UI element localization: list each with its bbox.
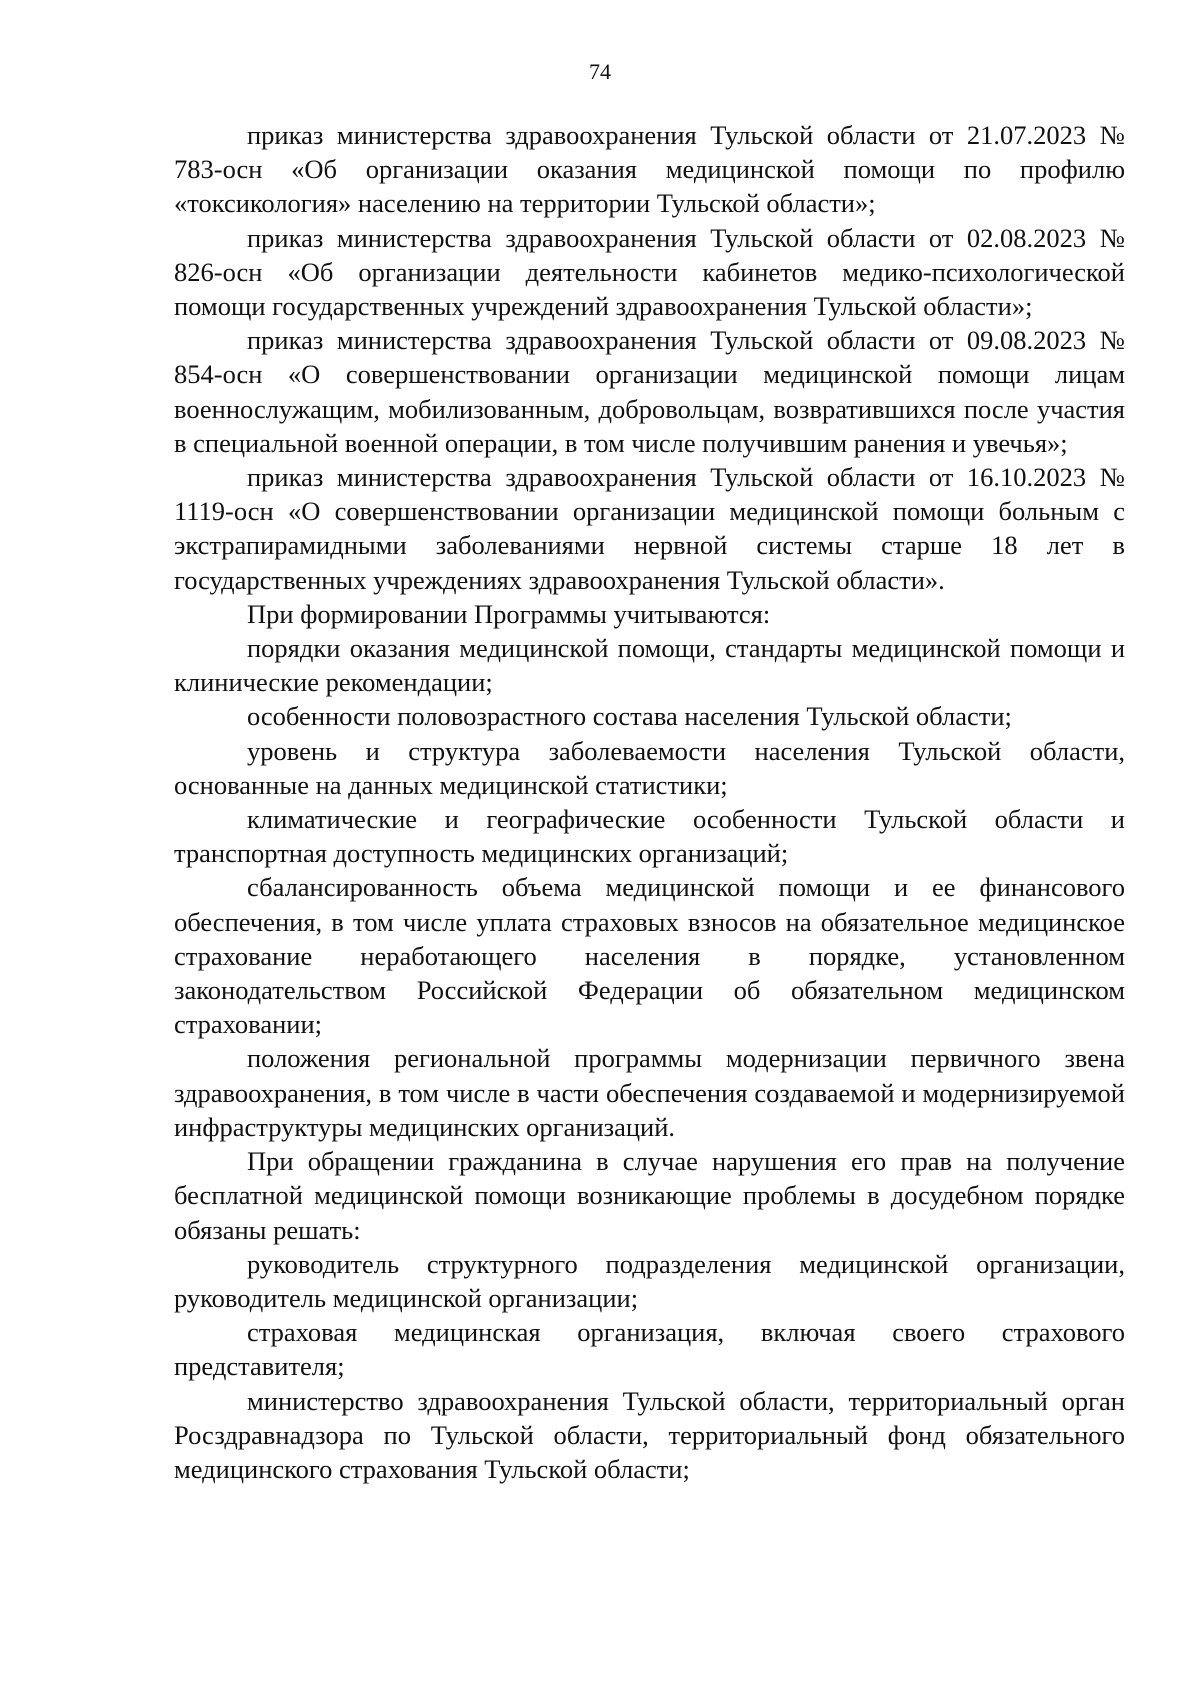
paragraph-factor-geography: климатические и географические особенности Тульской области и транспортная доступность медицинских организаций;	[174, 804, 1125, 869]
paragraph-factor-standards: порядки оказания медицинской помощи, стандарты медицинской помощи и клинические рекомендации;	[174, 633, 1125, 698]
paragraph-complaints-intro: При обращении гражданина в случае нарушения его прав на получение бесплатной медицинской помощи возникающие проблемы в досудебном порядке обязаны решать:	[174, 1146, 1125, 1245]
paragraph-order-854: приказ министерства здравоохранения Тульской области от 09.08.2023 № 854-осн «О совершенствовании организации медицинской помощи лицам военнослужащим, мобилизованным, добровольцам, возвратившихся после участия в специальной военной операции, в том числе получившим ранения и увечья»;	[174, 325, 1125, 458]
paragraph-complaint-authorities: министерство здравоохранения Тульской области, территориальный орган Росздравнадзора по Тульской области, территориальный фонд обязательного медицинского страхования Тульской области;	[174, 1385, 1125, 1484]
paragraph-factor-morbidity: уровень и структура заболеваемости населения Тульской области, основанные на данных медицинской статистики;	[174, 735, 1125, 800]
paragraph-order-826: приказ министерства здравоохранения Тульской области от 02.08.2023 № 826-осн «Об организации деятельности кабинетов медико-психологической помощи государственных учреждений здравоохранения Тульской области»;	[174, 222, 1125, 322]
document-body	[174, 118, 1125, 1486]
paragraph-complaint-insurer: страховая медицинская организация, включая своего страхового представителя;	[174, 1317, 1125, 1382]
paragraph-order-783: приказ министерства здравоохранения Тульской области от 21.07.2023 № 783-осн «Об организации оказания медицинской помощи по профилю «токсикология» населению на территории Тульской области»;	[174, 120, 1125, 219]
page-number: 74	[589, 59, 611, 84]
paragraph-factor-demographics: особенности половозрастного состава населения Тульской области;	[247, 701, 1012, 732]
paragraph-order-1119: приказ министерства здравоохранения Тульской области от 16.10.2023 № 1119-осн «О совершенствовании организации медицинской помощи больным с экстрапирамидными заболеваниями нервной системы старше 18 лет в государственных учреждениях здравоохранения Тульской области».	[174, 462, 1125, 595]
paragraph-factor-modernization: положения региональной программы модернизации первичного звена здравоохранения, в том числе в части обеспечения создаваемой и модернизируемой инфраструктуры медицинских организаций.	[174, 1043, 1125, 1142]
paragraph-complaint-facility-head: руководитель структурного подразделения медицинской организации, руководитель медицинской организации;	[174, 1248, 1125, 1313]
paragraph-program-factors-intro: При формировании Программы учитываются:	[247, 598, 771, 629]
paragraph-factor-financing: сбалансированность объема медицинской помощи и ее финансового обеспечения, в том числе уплата страховых взносов на обязательное медицинское страхование неработающего населения в порядке, установленном законодательством Российской Федерации об обязательном медицинском страховании;	[174, 872, 1125, 1040]
